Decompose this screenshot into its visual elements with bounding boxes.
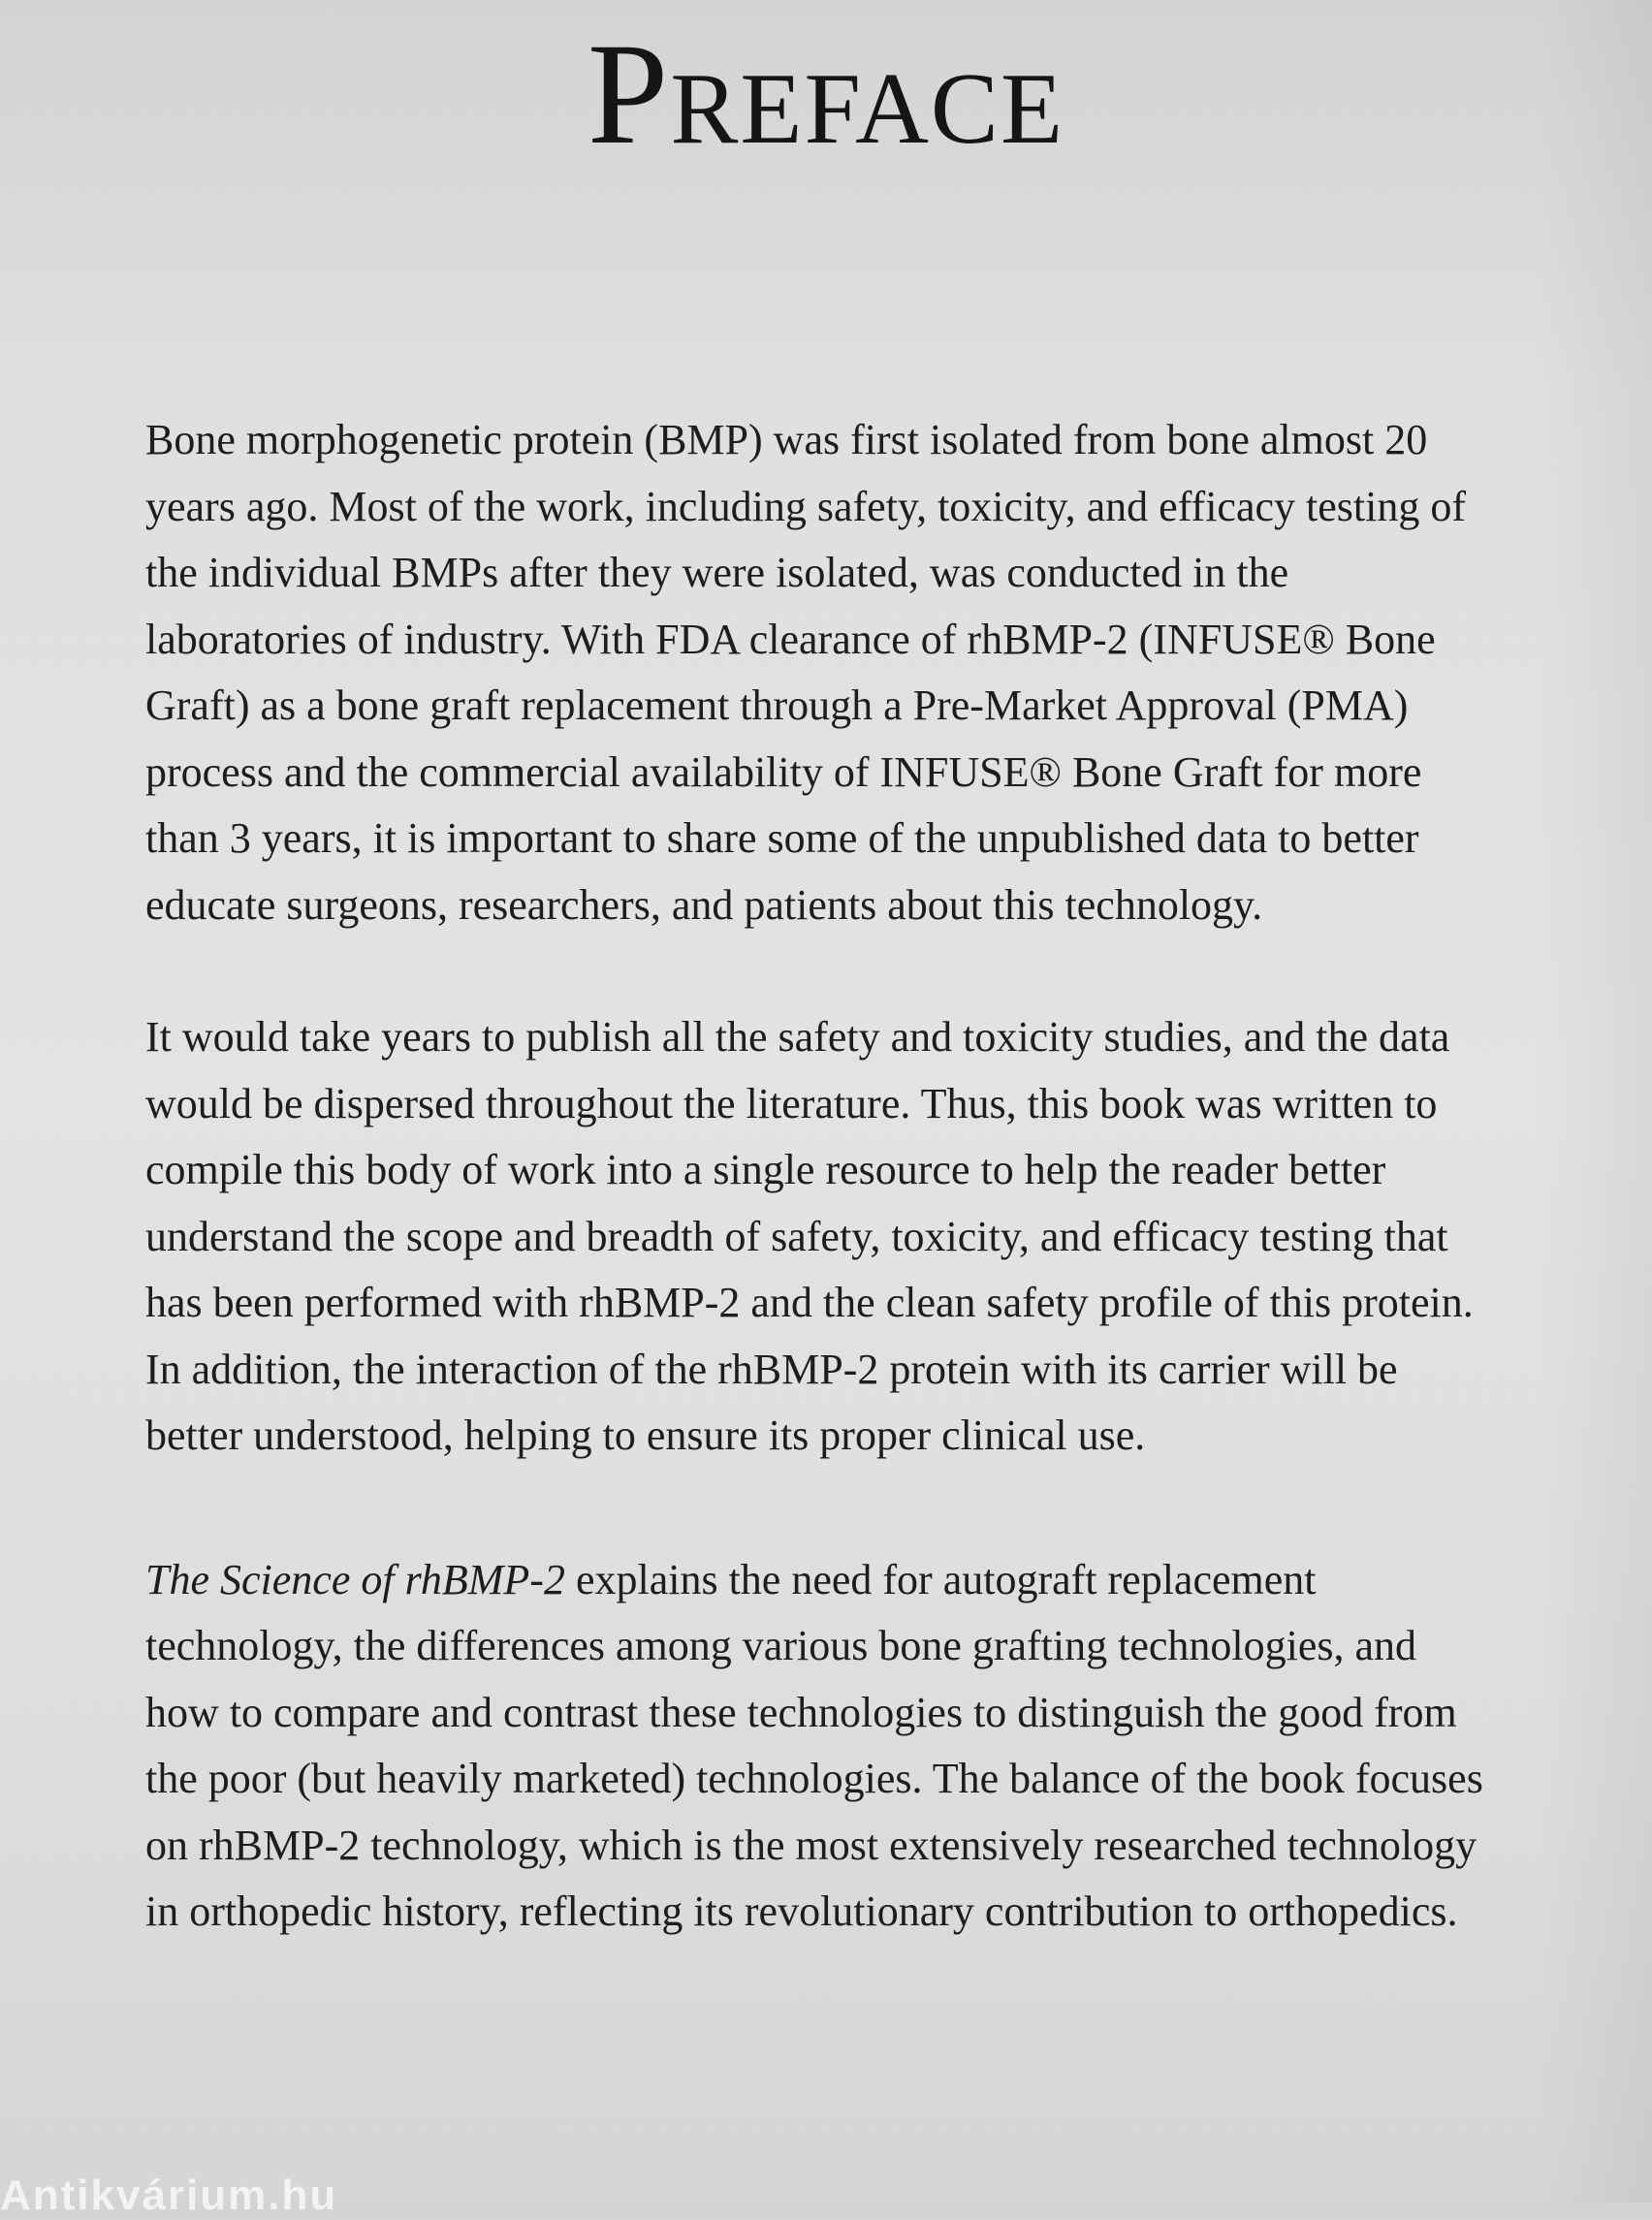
paragraph-3-text: explains the need for autograft replacement technology, the differences among various bone grafting technologies, and how to compare and contrast these technologies to distinguish the good from the poor (but heavily marketed) technologies. The balance of the book focuses on rhBMP-2 technology, which is the most extensively researched technology in orthopedic history, reflecting its revolutionary contribution to orthopedics. — [145, 1555, 1483, 1935]
page-shadow — [1536, 0, 1652, 2203]
paragraph-3 — [145, 1547, 1483, 1946]
book-title: The Science of rhBMP-2 — [145, 1555, 565, 1603]
paragraph-2: It would take years to publish all the safety and toxicity studies, and the data would be dispersed throughout the literature. Thus, this book was written to compile this body of work into a single resource to help the reader better understand the scope and breadth of safety, toxicity, and efficacy testing that has been performed with rhBMP-2 and the clean safety profile of this protein. In addition, the interaction of the rhBMP-2 protein with its carrier will be better understood, helping to ensure its proper clinical use. — [145, 1013, 1474, 1459]
preface-body — [145, 407, 1483, 1946]
page-title: Preface — [587, 14, 1065, 174]
watermark-text: Antikvárium.hu — [0, 2172, 338, 2219]
paragraph-1: Bone morphogenetic protein (BMP) was first isolated from bone almost 20 years ago. Most of the work, including safety, toxicity, and efficacy testing of the individual BMPs after they were isolated, was conducted in the laboratories of industry. With FDA clearance of rhBMP-2 (INFUSE® Bone Graft) as a bone graft replacement through a Pre-Market Approval (PMA) process and the commercial availability of INFUSE® Bone Graft for more than 3 years, it is important to share some of the unpublished data to better educate surgeons, researchers, and patients about this technology. — [145, 416, 1467, 929]
